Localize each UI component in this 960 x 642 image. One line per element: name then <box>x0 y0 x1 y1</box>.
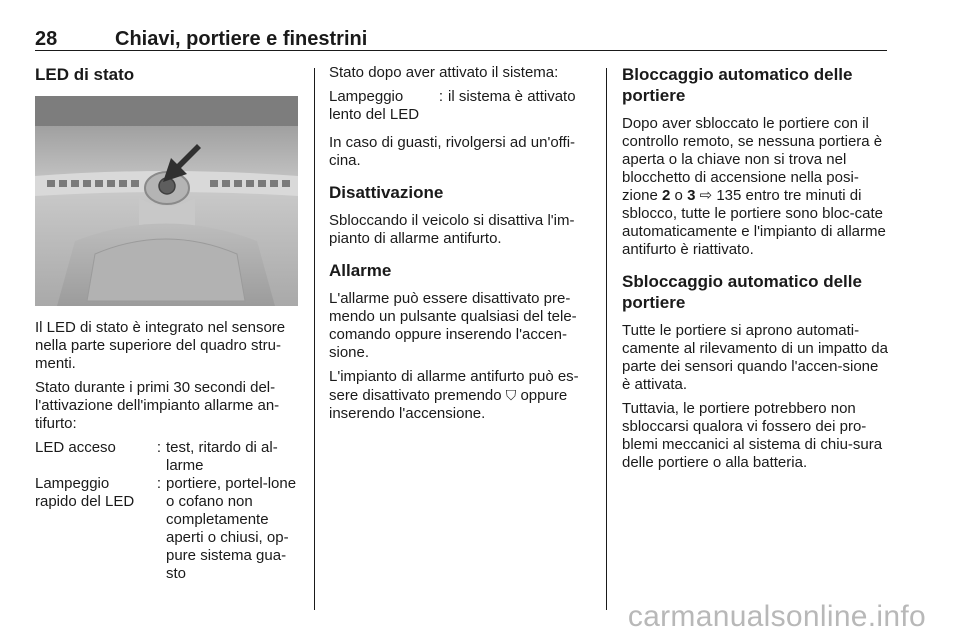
paragraph-status-after-activation: Stato dopo aver attivato il sistema: <box>329 64 559 81</box>
watermark: carmanualsonline.info <box>627 600 926 633</box>
section-heading-sbloccaggio: Sbloccaggio automatico delle portiere <box>622 272 862 312</box>
page-header <box>35 28 887 51</box>
paragraph-allarme-2-end: oppure inserendo l'accensione. <box>329 387 568 422</box>
status-table-2 <box>329 88 592 124</box>
paragraph-allarme-1: L'allarme può essere disattivato pre-mendo un pulsante qualsiasi del tele-comando oppure inserendo l'accen-sione. <box>329 290 577 361</box>
ignition-position-3: 3 <box>687 187 696 204</box>
section-heading-disattivazione: Disattivazione <box>329 183 444 202</box>
status-term: Lampeggio rapido del LED <box>35 475 135 510</box>
dashboard-sensor-photo <box>35 96 298 306</box>
status-separator: : <box>438 88 444 105</box>
paragraph-led-integrated: Il LED di stato è integrato nel sensore nella parte superiore del quadro stru-menti. <box>35 319 286 372</box>
page-title: Chiavi, portiere e finestrini <box>115 28 368 50</box>
paragraph-status-first-30s: Stato durante i primi 30 secondi del-l'attivazione dell'impianto allarme an-tifurto: <box>35 379 280 432</box>
status-description: portiere, portel-lone o cofano non completamente aperti o chiusi, op-pure sistema gua-sto <box>166 475 297 582</box>
page-number: 28 <box>35 28 58 50</box>
column-3 <box>622 64 888 478</box>
status-separator: : <box>156 439 162 456</box>
section-heading-bloccaggio: Bloccaggio automatico delle portiere <box>622 65 853 105</box>
column-1 <box>35 64 300 589</box>
column-divider-2 <box>606 68 607 610</box>
page-reference-arrow-icon: ⇨ <box>699 187 713 204</box>
column-2 <box>329 64 592 429</box>
status-term: LED acceso <box>35 439 116 456</box>
paragraph-allarme-2-start: L'impianto di allarme antifurto può es-sere disattivato premendo <box>329 368 579 404</box>
paragraph-allarme-2 <box>329 368 592 423</box>
status-description: test, ritardo di al-larme <box>166 439 278 474</box>
word-o: o <box>674 187 683 204</box>
section-heading-allarme: Allarme <box>329 261 392 280</box>
led-sensor-illustration <box>35 96 298 306</box>
remote-button-icon: ⛉ <box>505 387 517 403</box>
paragraph-faults: In caso di guasti, rivolgersi ad un'offi-cina. <box>329 134 576 169</box>
paragraph-sbloccaggio-2: Tuttavia, le portiere potrebbero non sbloccarsi qualora vi fossero dei pro-blemi meccanici al sistema di chiu-sura delle portiere o alla batteria. <box>622 400 883 471</box>
paragraph-bloccaggio-start: Dopo aver sbloccato le portiere con il controllo remoto, se nessuna portiera è aperta o la chiave non si trova nel blocchetto di accensione nella posi-zione <box>622 115 883 204</box>
section-heading-led-di-stato: LED di stato <box>35 65 135 84</box>
paragraph-bloccaggio-end: 135 entro tre minuti di sblocco, tutte le portiere sono bloc-cate automaticamente e l'impianto di allarme antifurto è riattivato. <box>622 187 886 258</box>
status-separator: : <box>156 475 162 492</box>
paragraph-disattivazione: Sbloccando il veicolo si disattiva l'im-pianto di allarme antifurto. <box>329 212 575 247</box>
status-term: Lampeggio lento del LED <box>329 88 420 123</box>
column-divider-1 <box>314 68 315 610</box>
paragraph-sbloccaggio-1: Tutte le portiere si aprono automati-camente al rilevamento di un impatto da parte dei sensori quando l'accen-sione è attivata. <box>622 322 888 393</box>
ignition-position-2: 2 <box>662 187 671 204</box>
status-table-1 <box>35 439 300 583</box>
paragraph-bloccaggio <box>622 115 888 259</box>
status-description: il sistema è attivato <box>448 88 576 105</box>
